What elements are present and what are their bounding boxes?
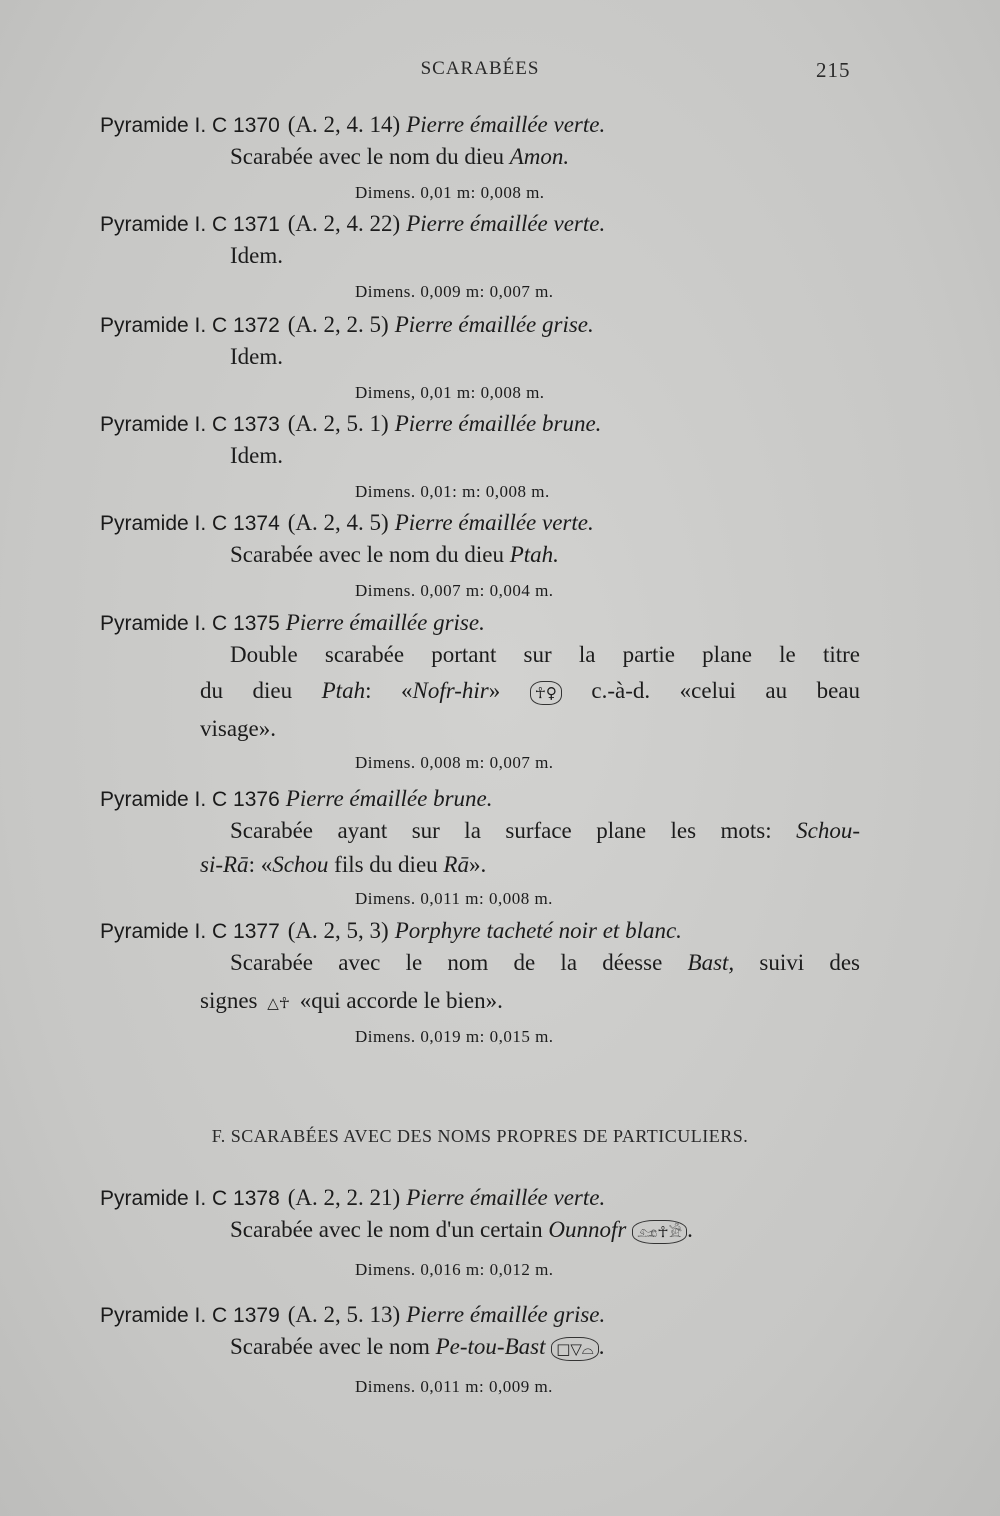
description: Idem. bbox=[230, 344, 284, 369]
deity-name: Ptah bbox=[321, 678, 366, 703]
material: Pierre émaillée verte. bbox=[406, 1185, 606, 1210]
text-span: fils du dieu bbox=[328, 852, 444, 877]
text-span: : « bbox=[248, 852, 273, 877]
entry-1376 bbox=[100, 786, 860, 914]
hieroglyph-signs-icon: △☥ bbox=[267, 993, 290, 1012]
name: Schou bbox=[272, 852, 329, 877]
description: Idem. bbox=[230, 443, 284, 468]
hieroglyph-cartouche-icon: 𓃭☥𓀀 bbox=[632, 1220, 687, 1244]
material: Pierre émaillée verte. bbox=[406, 211, 606, 236]
catalog-number: Pyramide I. C 1377 bbox=[100, 920, 280, 943]
hieroglyph-cartouche-icon: ☥♀ bbox=[530, 681, 562, 705]
entry-1374 bbox=[100, 510, 860, 606]
dimensions: Dimens. 0,011 m: 0,009 m. bbox=[355, 1377, 553, 1396]
material: Pierre émaillée grise. bbox=[406, 1302, 606, 1327]
text-span: signes bbox=[200, 988, 264, 1013]
dimensions: Dimens. 0,011 m: 0,008 m. bbox=[355, 889, 553, 908]
description-line-1: Double scarabée portant sur la partie plane le titre bbox=[230, 642, 860, 667]
reference: (A. 2, 4. 14) bbox=[287, 112, 401, 137]
text-span: : « bbox=[365, 678, 413, 703]
deity-name: Bast, bbox=[687, 950, 735, 975]
section-heading: F. SCARABÉES AVEC DES NOMS PROPRES DE PARTICULIERS. bbox=[211, 1126, 749, 1146]
reference: (A. 2, 4. 5) bbox=[287, 510, 389, 535]
page-header bbox=[0, 58, 1000, 88]
text-span: du dieu bbox=[200, 678, 322, 703]
description-line-2 bbox=[200, 852, 860, 884]
page-number: 215 bbox=[816, 58, 851, 82]
deity-name: Ptah. bbox=[509, 542, 559, 567]
text-span: Scarabée ayant sur la surface plane les mots: bbox=[230, 818, 797, 843]
dimensions: Dimens. 0,007 m: 0,004 m. bbox=[355, 581, 554, 600]
reference: (A. 2, 5, 3) bbox=[287, 918, 389, 943]
person-name: Pe-tou-Bast bbox=[435, 1334, 546, 1359]
description-line-2 bbox=[200, 678, 860, 716]
description-line-3: visage». bbox=[200, 716, 277, 741]
description: Scarabée avec le nom du dieu bbox=[230, 542, 510, 567]
catalog-number: Pyramide I. C 1375 bbox=[100, 612, 280, 635]
description: Idem. bbox=[230, 243, 284, 268]
entry-1379: Pyramide I. C 1379 (A. 2, 5. 13) Pierre émaillée grise. Scarabée avec le nom Pe-tou-Bast □▽⌓ . Dimens. 0,011 m: 0,009 m. bbox=[100, 1302, 860, 1402]
entry-1372 bbox=[100, 312, 860, 408]
catalog-number: Pyramide I. C 1370 bbox=[100, 114, 280, 137]
entry-1375 bbox=[100, 610, 860, 778]
text-span: Scarabée avec le nom de la déesse bbox=[230, 950, 688, 975]
material: Pierre émaillée brune. bbox=[394, 411, 602, 436]
name: si-Rā bbox=[200, 852, 249, 877]
catalog-number: Pyramide I. C 1379 bbox=[100, 1304, 280, 1327]
dimensions: Dimens. 0,01 m: 0,008 m. bbox=[355, 183, 545, 202]
deity-name: Amon. bbox=[509, 144, 570, 169]
description: Scarabée avec le nom du dieu bbox=[230, 144, 510, 169]
text-span: ». bbox=[468, 852, 487, 877]
dimensions: Dimens. 0,01: m: 0,008 m. bbox=[355, 482, 550, 501]
reference: (A. 2, 4. 22) bbox=[287, 211, 401, 236]
entry-1371 bbox=[100, 211, 860, 307]
reference: (A. 2, 5. 13) bbox=[287, 1302, 401, 1327]
description: Scarabée avec le nom d'un certain bbox=[230, 1217, 549, 1242]
text-span: » bbox=[488, 678, 530, 703]
catalog-number: Pyramide I. C 1378 bbox=[100, 1187, 280, 1210]
hieroglyph-cartouche-icon: □▽⌓ bbox=[551, 1337, 599, 1361]
dimensions: Dimens. 0,008 m: 0,007 m. bbox=[355, 753, 554, 772]
material: Pierre émaillée grise. bbox=[394, 312, 594, 337]
dimensions: Dimens. 0,019 m: 0,015 m. bbox=[355, 1027, 554, 1046]
entry-1373 bbox=[100, 411, 860, 507]
title-name: Nofr-hir bbox=[412, 678, 489, 703]
catalog-number: Pyramide I. C 1376 bbox=[100, 788, 280, 811]
material: Pierre émaillée grise. bbox=[285, 610, 485, 635]
dimensions: Dimens, 0,01 m: 0,008 m. bbox=[355, 383, 545, 402]
description: Scarabée avec le nom bbox=[230, 1334, 436, 1359]
dimensions: Dimens. 0,009 m: 0,007 m. bbox=[355, 282, 554, 301]
description-line-1 bbox=[230, 950, 860, 988]
description-line-1 bbox=[230, 818, 860, 852]
catalog-number: Pyramide I. C 1373 bbox=[100, 413, 280, 436]
material: Pierre émaillée verte. bbox=[394, 510, 594, 535]
material: Porphyre tacheté noir et blanc. bbox=[394, 918, 682, 943]
entry-1378: Pyramide I. C 1378 (A. 2, 2. 21) Pierre émaillée verte. Scarabée avec le nom d'un certain Ounnofr 𓃭☥𓀀 . Dimens. 0,016 m: 0,012 m. bbox=[100, 1185, 860, 1285]
catalog-number: Pyramide I. C 1372 bbox=[100, 314, 280, 337]
deity-name: Rā bbox=[443, 852, 469, 877]
dimensions: Dimens. 0,016 m: 0,012 m. bbox=[355, 1260, 554, 1279]
material: Pierre émaillée verte. bbox=[406, 112, 606, 137]
text-span: suivi des bbox=[734, 950, 860, 975]
text-span: c.-à-d. «celui au beau bbox=[561, 678, 861, 703]
running-head: SCARABÉES bbox=[420, 58, 540, 79]
person-name: Ounnofr bbox=[548, 1217, 627, 1242]
catalog-number: Pyramide I. C 1374 bbox=[100, 512, 280, 535]
name: Schou- bbox=[796, 818, 860, 843]
entry-1377 bbox=[100, 918, 860, 1052]
description-line-2 bbox=[200, 988, 860, 1022]
entry-1370 bbox=[100, 112, 860, 208]
text-span: «qui accorde le bien». bbox=[293, 988, 503, 1013]
reference: (A. 2, 5. 1) bbox=[287, 411, 389, 436]
reference: (A. 2, 2. 5) bbox=[287, 312, 389, 337]
catalog-number: Pyramide I. C 1371 bbox=[100, 213, 280, 236]
material: Pierre émaillée brune. bbox=[285, 786, 493, 811]
reference: (A. 2, 2. 21) bbox=[287, 1185, 401, 1210]
